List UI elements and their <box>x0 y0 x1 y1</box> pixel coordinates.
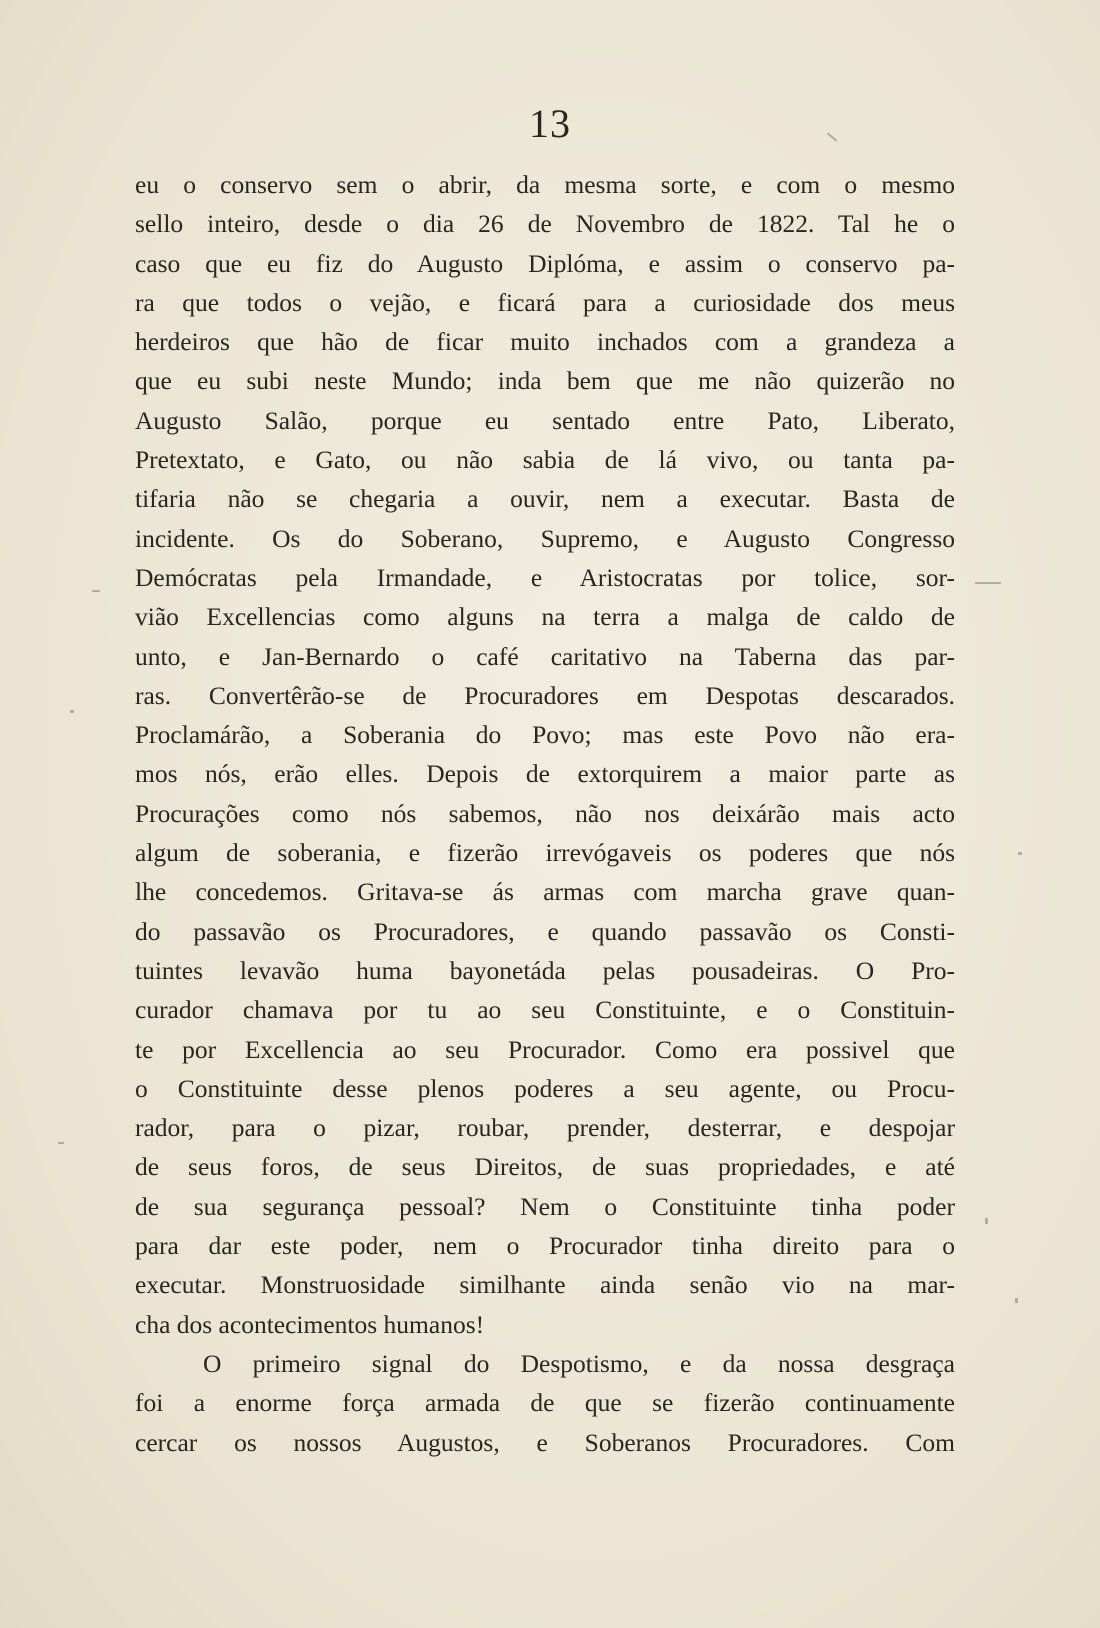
text-line: algum de soberania, e fizerão irrevógaveis os poderes que nós <box>135 838 955 868</box>
text-line: ra que todos o vejão, e ficará para a curiosidade dos meus <box>135 287 955 317</box>
text-line: incidente. Os do Soberano, Supremo, e Augusto Congresso <box>135 523 955 553</box>
text-line: executar. Monstruosidade similhante ainda senão vio na mar- <box>135 1270 955 1300</box>
text-line: ras. Convertêrão-se de Procuradores em Despotas descarados. <box>135 680 955 710</box>
text-line: caso que eu fiz do Augusto Diplóma, e assim o conservo pa- <box>135 248 955 278</box>
text-line: cercar os nossos Augustos, e Soberanos Procuradores. Com <box>135 1427 955 1457</box>
text-line: para dar este poder, nem o Procurador tinha direito para o <box>135 1231 955 1261</box>
text-line: Augusto Salão, porque eu sentado entre Pato, Liberato, <box>135 405 955 435</box>
text-line: de sua segurança pessoal? Nem o Constituinte tinha poder <box>135 1191 955 1221</box>
text-line: Pretextato, e Gato, ou não sabia de lá vivo, ou tanta pa- <box>135 445 955 475</box>
text-line: tifaria não se chegaria a ouvir, nem a executar. Basta de <box>135 484 955 514</box>
text-line: herdeiros que hão de ficar muito inchados com a grandeza a <box>135 327 955 357</box>
text-line: de seus foros, de seus Direitos, de suas propriedades, e até <box>135 1152 955 1182</box>
text-line: foi a enorme força armada de que se fizerão continuamente <box>135 1388 955 1418</box>
text-line: tuintes levavão huma bayonetáda pelas pousadeiras. O Pro- <box>135 955 955 985</box>
text-line: Procurações como nós sabemos, não nos deixárão mais acto <box>135 798 955 828</box>
body-text <box>135 165 955 1462</box>
text-line: lhe concedemos. Gritava-se ás armas com marcha grave quan- <box>135 877 955 907</box>
text-line: que eu subi neste Mundo; inda bem que me não quizerão no <box>135 366 955 396</box>
text-line: eu o conservo sem o abrir, da mesma sorte, e com o mesmo <box>135 170 955 199</box>
text-line: vião Excellencias como alguns na terra a malga de caldo de <box>135 602 955 632</box>
text-line: sello inteiro, desde o dia 26 de Novembro de 1822. Tal he o <box>135 209 955 239</box>
text-line: do passavão os Procuradores, e quando passavão os Consti- <box>135 916 955 946</box>
text-line: Demócratas pela Irmandade, e Aristocratas por tolice, sor- <box>135 562 955 592</box>
text-line: rador, para o pizar, roubar, prender, desterrar, e despojar <box>135 1113 955 1143</box>
page-number: 13 <box>529 101 571 146</box>
text-line: te por Excellencia ao seu Procurador. Como era possivel que <box>135 1034 955 1064</box>
text-line: Proclamárão, a Soberania do Povo; mas este Povo não era- <box>135 720 955 750</box>
text-line-paragraph-end: cha dos acontecimentos humanos! <box>135 1309 485 1339</box>
text-line: curador chamava por tu ao seu Constituinte, e o Constituin- <box>135 995 955 1025</box>
text-line-paragraph-start: O primeiro signal do Despotismo, e da nossa desgraça <box>203 1348 955 1378</box>
text-line: unto, e Jan-Bernardo o café caritativo na Taberna das par- <box>135 641 955 671</box>
text-line: o Constituinte desse plenos poderes a seu agente, ou Procu- <box>135 1073 955 1103</box>
text-line: mos nós, erão elles. Depois de extorquirem a maior parte as <box>135 759 955 789</box>
